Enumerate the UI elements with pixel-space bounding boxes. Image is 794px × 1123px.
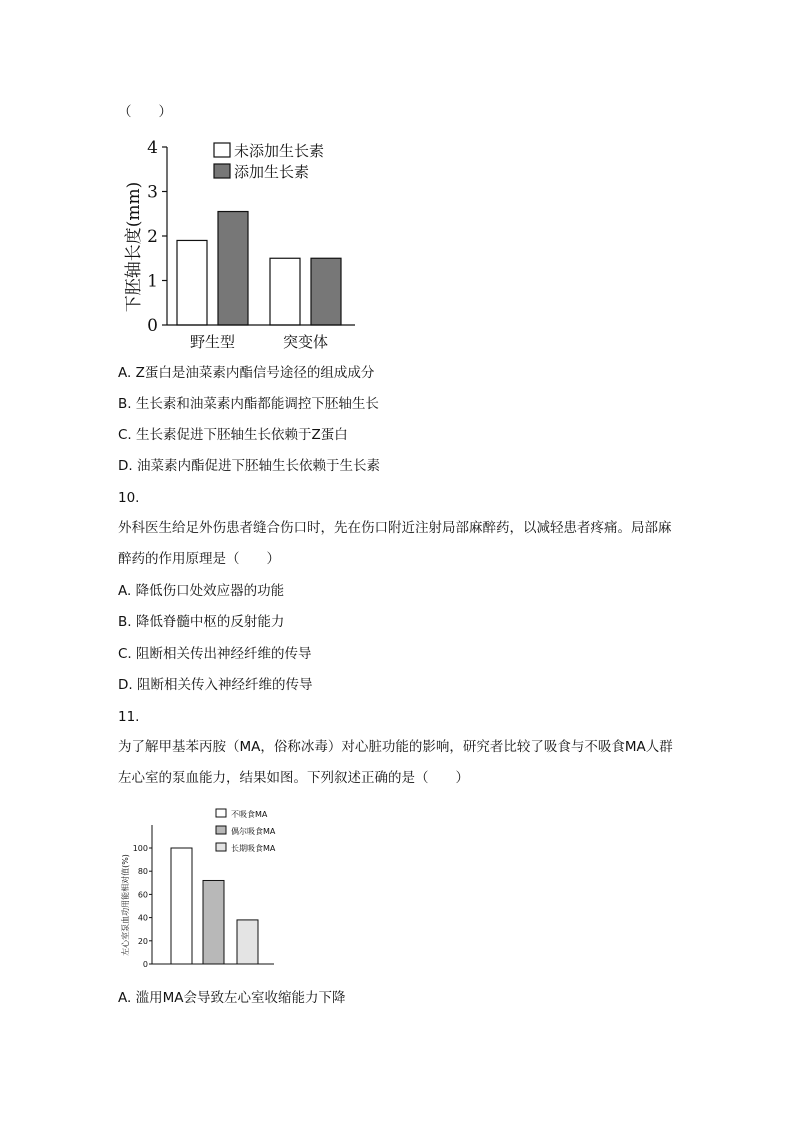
q10-option-d: D. 阻断相关传入神经纤维的传导 [118,677,313,693]
y-tick-label: 0 [142,960,148,969]
y-tick-label: 20 [137,936,148,946]
y-tick-label: 0 [147,316,158,336]
bar-no-auxin-mutant [270,258,300,325]
bar-auxin-wild-type [218,212,248,325]
chart-ma-pump-function [116,800,316,980]
y-tick-label: 2 [147,227,158,247]
q11-stem: 为了解甲基苯丙胺（MA，俗称冰毒）对心脏功能的影响，研究者比较了吸食与不吸食MA人群左心室的泵血能力，结果如图。下列叙述正确的是（ ） [118,739,673,786]
y-tick-label: 3 [147,182,158,203]
y-tick-label: 100 [132,844,148,853]
bar-occasional-ma [203,880,224,964]
y-tick-label: 1 [147,271,158,292]
y-tick-label: 4 [147,138,158,158]
bar-auxin-mutant [311,258,341,325]
q9-option-a: A. Z蛋白是油菜素内酯信号途径的组成成分 [118,365,375,381]
y-tick-label: 60 [137,890,148,900]
legend-label: 添加生长素 [234,163,310,181]
q10-number: 10. [118,490,140,506]
bar-long-term-ma [237,920,258,964]
legend-swatch [216,809,226,817]
legend-swatch [214,143,230,157]
q10-option-c: C. 阻断相关传出神经纤维的传导 [118,646,312,662]
y-axis-label: 左心室泵血功用能相对值(%) [121,854,130,956]
y-axis-label: 下胚轴长度(mm) [124,181,144,313]
q10-option-b: B. 降低脊髓中枢的反射能力 [118,614,285,630]
x-category-label: 突变体 [282,333,329,351]
legend-swatch [216,843,226,851]
legend-label: 未添加生长素 [234,142,325,160]
legend-label: 不吸食MA [231,810,268,819]
x-category-label: 野生型 [189,333,236,351]
q11-option-a: A. 滥用MA会导致左心室收缩能力下降 [118,990,346,1006]
chart-hypocotyl-length [110,135,370,355]
q9-stem-tail: （ ） [118,104,172,120]
q10-stem: 外科医生给足外伤患者缝合伤口时，先在伤口附近注射局部麻醉药，以减轻患者疼痛。局部麻醉药的作用原理是（ ） [118,520,672,567]
legend-swatch [216,826,226,834]
legend-label: 长期吸食MA [231,844,276,853]
bar-no-auxin-wild-type [177,240,207,325]
y-tick-label: 80 [137,867,148,877]
q9-option-d: D. 油菜素内酯促进下胚轴生长依赖于生长素 [118,458,380,474]
bar-never-ma [171,848,192,964]
q9-option-b: B. 生长素和油菜素内酯都能调控下胚轴生长 [118,396,379,412]
q9-option-c: C. 生长素促进下胚轴生长依赖于Z蛋白 [118,427,348,443]
legend-swatch [214,164,230,178]
legend-label: 偶尔吸食MA [231,827,276,836]
y-tick-label: 40 [137,913,148,923]
q11-number: 11. [118,709,140,725]
q10-option-a: A. 降低伤口处效应器的功能 [118,583,285,599]
y-axis-title-group [124,182,144,313]
